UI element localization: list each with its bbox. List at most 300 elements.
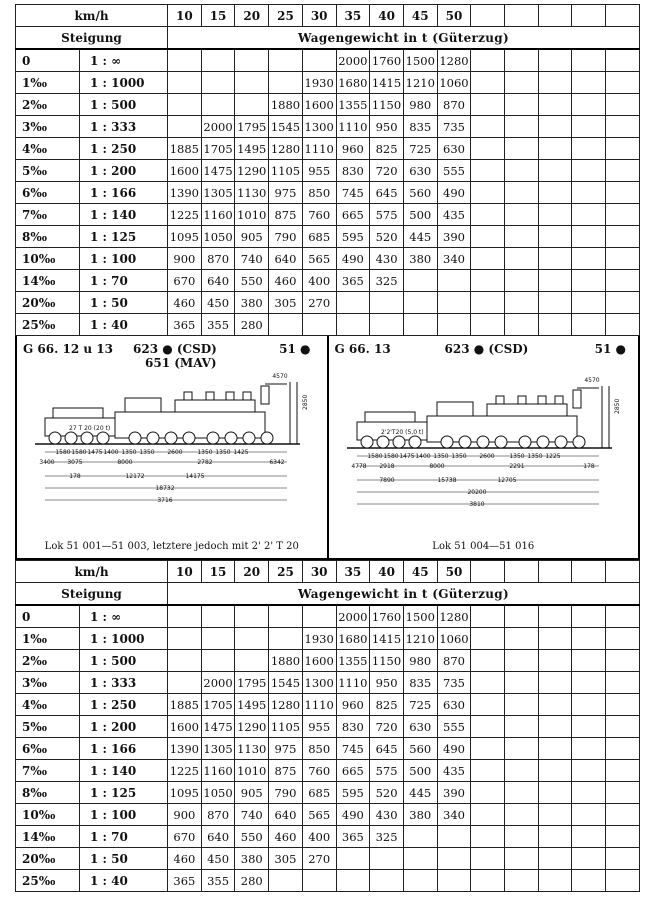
dimension-label: 4570 bbox=[583, 377, 600, 384]
dimension-label: 2600 bbox=[167, 449, 183, 456]
empty-cell bbox=[505, 270, 539, 292]
value-cell: 490 bbox=[336, 248, 370, 270]
dimension-label: 1425 bbox=[233, 449, 249, 456]
empty-cell bbox=[606, 738, 640, 760]
value-cell: 555 bbox=[437, 160, 471, 182]
value-cell: 355 bbox=[201, 870, 235, 892]
table-row bbox=[16, 738, 640, 760]
value-cell: 630 bbox=[403, 716, 437, 738]
empty-cell bbox=[505, 826, 539, 848]
value-cell: 1210 bbox=[403, 72, 437, 94]
empty-cell bbox=[538, 738, 572, 760]
value-cell: 975 bbox=[269, 182, 303, 204]
kmh-label: km/h bbox=[16, 5, 168, 27]
value-cell: 435 bbox=[437, 204, 471, 226]
dimension-label: 8000 bbox=[117, 459, 133, 466]
empty-cell bbox=[572, 94, 606, 116]
value-cell: 565 bbox=[302, 248, 336, 270]
value-cell: 450 bbox=[201, 848, 235, 870]
value-cell: 960 bbox=[336, 138, 370, 160]
empty-cell bbox=[538, 760, 572, 782]
value-cell bbox=[168, 650, 202, 672]
empty-cell bbox=[606, 49, 640, 72]
value-cell: 595 bbox=[336, 782, 370, 804]
value-cell: 740 bbox=[235, 804, 269, 826]
speed-cell: 35 bbox=[336, 561, 370, 583]
table-row bbox=[16, 94, 640, 116]
empty-cell bbox=[471, 226, 505, 248]
value-cell: 1600 bbox=[168, 716, 202, 738]
empty-cell bbox=[606, 5, 640, 27]
empty-cell bbox=[505, 716, 539, 738]
empty-cell bbox=[471, 94, 505, 116]
value-cell: 665 bbox=[336, 204, 370, 226]
dimension-label: 1350 bbox=[215, 449, 231, 456]
value-cell: 960 bbox=[336, 694, 370, 716]
dimension-label: 1580 bbox=[71, 449, 87, 456]
empty-cell bbox=[572, 738, 606, 760]
value-cell: 640 bbox=[269, 804, 303, 826]
value-cell: 305 bbox=[269, 848, 303, 870]
dimension-label: 1350 bbox=[526, 453, 543, 460]
empty-cell bbox=[572, 870, 606, 892]
value-cell: 645 bbox=[370, 182, 404, 204]
value-cell bbox=[201, 605, 235, 628]
ratio-cell: 1 : ∞ bbox=[80, 49, 168, 72]
empty-cell bbox=[471, 5, 505, 27]
locomotive-drawing bbox=[25, 370, 315, 530]
grade-cell: 5‰ bbox=[16, 160, 80, 182]
empty-cell bbox=[572, 760, 606, 782]
value-cell: 1105 bbox=[269, 716, 303, 738]
empty-cell bbox=[606, 94, 640, 116]
lower-table bbox=[15, 560, 640, 892]
steigung-label: Steigung bbox=[16, 583, 168, 606]
value-cell: 270 bbox=[302, 848, 336, 870]
empty-cell bbox=[606, 116, 640, 138]
value-cell: 340 bbox=[437, 804, 471, 826]
value-cell: 825 bbox=[370, 694, 404, 716]
empty-cell bbox=[505, 138, 539, 160]
value-cell: 1150 bbox=[370, 94, 404, 116]
value-cell: 735 bbox=[437, 116, 471, 138]
dimension-label: 8000 bbox=[428, 463, 445, 470]
value-cell: 1160 bbox=[201, 760, 235, 782]
value-cell: 720 bbox=[370, 160, 404, 182]
value-cell: 875 bbox=[269, 760, 303, 782]
value-cell: 1060 bbox=[437, 72, 471, 94]
wheel-mark bbox=[261, 432, 273, 444]
empty-cell bbox=[606, 782, 640, 804]
steigung-header-row bbox=[16, 583, 640, 606]
empty-cell bbox=[505, 848, 539, 870]
empty-cell bbox=[572, 160, 606, 182]
dimension-label: 3810 bbox=[468, 501, 485, 508]
value-cell bbox=[269, 870, 303, 892]
empty-cell bbox=[471, 561, 505, 583]
value-cell: 400 bbox=[302, 270, 336, 292]
dimension-label: 3400 bbox=[39, 459, 55, 466]
empty-cell bbox=[538, 72, 572, 94]
dimension-label: 12172 bbox=[125, 473, 145, 480]
table-row bbox=[16, 116, 640, 138]
ratio-cell: 1 : 125 bbox=[80, 226, 168, 248]
value-cell: 760 bbox=[302, 204, 336, 226]
empty-cell bbox=[471, 760, 505, 782]
value-cell: 870 bbox=[201, 804, 235, 826]
value-cell bbox=[437, 314, 471, 336]
grade-cell: 2‰ bbox=[16, 650, 80, 672]
table-row bbox=[16, 138, 640, 160]
speed-cell: 50 bbox=[437, 561, 471, 583]
empty-cell bbox=[505, 672, 539, 694]
empty-cell bbox=[572, 270, 606, 292]
empty-cell bbox=[606, 226, 640, 248]
value-cell: 340 bbox=[437, 248, 471, 270]
grade-cell: 8‰ bbox=[16, 782, 80, 804]
value-cell bbox=[336, 848, 370, 870]
empty-cell bbox=[572, 72, 606, 94]
value-cell: 1050 bbox=[201, 782, 235, 804]
value-cell: 450 bbox=[201, 292, 235, 314]
locomotive-diagrams bbox=[15, 336, 640, 560]
value-cell: 1305 bbox=[201, 738, 235, 760]
value-cell bbox=[336, 292, 370, 314]
empty-cell bbox=[606, 694, 640, 716]
speed-header-row bbox=[16, 5, 640, 27]
speed-cell: 40 bbox=[370, 561, 404, 583]
value-cell: 955 bbox=[302, 716, 336, 738]
value-cell: 325 bbox=[370, 270, 404, 292]
value-cell bbox=[201, 628, 235, 650]
dimension-label: 1400 bbox=[414, 453, 431, 460]
value-cell: 1705 bbox=[201, 138, 235, 160]
wheel-mark bbox=[165, 432, 177, 444]
table-row bbox=[16, 605, 640, 628]
value-cell bbox=[370, 314, 404, 336]
value-cell: 1795 bbox=[235, 672, 269, 694]
value-cell: 900 bbox=[168, 248, 202, 270]
wheel-mark bbox=[519, 436, 531, 448]
dimension-label: 1475 bbox=[87, 449, 103, 456]
empty-cell bbox=[471, 738, 505, 760]
speed-cell: 30 bbox=[302, 5, 336, 27]
empty-cell bbox=[471, 270, 505, 292]
empty-cell bbox=[538, 49, 572, 72]
value-cell: 850 bbox=[302, 182, 336, 204]
empty-cell bbox=[538, 226, 572, 248]
value-cell: 1300 bbox=[302, 116, 336, 138]
speed-cell: 45 bbox=[403, 561, 437, 583]
value-cell: 905 bbox=[235, 782, 269, 804]
table-row bbox=[16, 716, 640, 738]
value-cell bbox=[370, 870, 404, 892]
wheel-mark bbox=[81, 432, 93, 444]
dimension-label: 1580 bbox=[382, 453, 399, 460]
empty-cell bbox=[572, 314, 606, 336]
value-cell bbox=[403, 826, 437, 848]
dimension-label: 178 bbox=[69, 473, 81, 480]
empty-cell bbox=[471, 314, 505, 336]
value-cell: 575 bbox=[370, 204, 404, 226]
weight-label: Wagengewicht in t (Güterzug) bbox=[168, 27, 640, 50]
empty-cell bbox=[538, 94, 572, 116]
value-cell: 365 bbox=[336, 826, 370, 848]
value-cell: 630 bbox=[403, 160, 437, 182]
ratio-cell: 1 : 40 bbox=[80, 314, 168, 336]
value-cell: 365 bbox=[168, 314, 202, 336]
wheel-mark bbox=[49, 432, 61, 444]
upper-table bbox=[15, 4, 640, 336]
empty-cell bbox=[606, 561, 640, 583]
ratio-cell: 1 : 140 bbox=[80, 760, 168, 782]
empty-cell bbox=[471, 650, 505, 672]
value-cell bbox=[403, 270, 437, 292]
value-cell: 1355 bbox=[336, 650, 370, 672]
empty-cell bbox=[606, 204, 640, 226]
value-cell bbox=[235, 72, 269, 94]
empty-cell bbox=[471, 292, 505, 314]
grade-cell: 0 bbox=[16, 605, 80, 628]
empty-cell bbox=[505, 5, 539, 27]
ratio-cell: 1 : 500 bbox=[80, 94, 168, 116]
grade-cell: 0 bbox=[16, 49, 80, 72]
wheel-mark bbox=[459, 436, 471, 448]
value-cell: 1105 bbox=[269, 160, 303, 182]
value-cell: 1415 bbox=[370, 628, 404, 650]
table-row bbox=[16, 848, 640, 870]
value-cell bbox=[437, 870, 471, 892]
value-cell: 790 bbox=[269, 782, 303, 804]
empty-cell bbox=[505, 782, 539, 804]
wheel-mark bbox=[243, 432, 255, 444]
wheel-mark bbox=[361, 436, 373, 448]
series-label: 51 ● bbox=[594, 342, 626, 356]
value-cell: 1060 bbox=[437, 628, 471, 650]
value-cell bbox=[437, 270, 471, 292]
value-cell: 870 bbox=[437, 650, 471, 672]
empty-cell bbox=[505, 804, 539, 826]
wheel-mark bbox=[97, 432, 109, 444]
value-cell: 550 bbox=[235, 270, 269, 292]
wheel-mark bbox=[537, 436, 549, 448]
speed-cell: 50 bbox=[437, 5, 471, 27]
value-cell: 1280 bbox=[437, 49, 471, 72]
table-row bbox=[16, 826, 640, 848]
ratio-cell: 1 : 333 bbox=[80, 116, 168, 138]
empty-cell bbox=[606, 870, 640, 892]
value-cell: 870 bbox=[437, 94, 471, 116]
steigung-header-row bbox=[16, 27, 640, 50]
ratio-cell: 1 : 250 bbox=[80, 138, 168, 160]
locomotive-drawing bbox=[337, 370, 627, 530]
empty-cell bbox=[505, 738, 539, 760]
grade-cell: 14‰ bbox=[16, 826, 80, 848]
value-cell: 670 bbox=[168, 270, 202, 292]
value-cell: 1475 bbox=[201, 160, 235, 182]
empty-cell bbox=[572, 5, 606, 27]
empty-cell bbox=[505, 870, 539, 892]
dimension-label: 15738 bbox=[436, 477, 457, 484]
value-cell: 720 bbox=[370, 716, 404, 738]
value-cell: 830 bbox=[336, 160, 370, 182]
value-cell: 460 bbox=[168, 848, 202, 870]
empty-cell bbox=[572, 716, 606, 738]
empty-cell bbox=[538, 292, 572, 314]
empty-cell bbox=[471, 628, 505, 650]
grade-cell: 8‰ bbox=[16, 226, 80, 248]
speed-cell: 20 bbox=[235, 561, 269, 583]
dimension-label: 12705 bbox=[496, 477, 517, 484]
value-cell bbox=[235, 628, 269, 650]
empty-cell bbox=[471, 826, 505, 848]
table-row bbox=[16, 270, 640, 292]
value-cell: 565 bbox=[302, 804, 336, 826]
value-cell: 1110 bbox=[336, 672, 370, 694]
empty-cell bbox=[471, 605, 505, 628]
empty-cell bbox=[538, 182, 572, 204]
value-cell: 1885 bbox=[168, 138, 202, 160]
value-cell: 980 bbox=[403, 94, 437, 116]
value-cell: 1010 bbox=[235, 204, 269, 226]
empty-cell bbox=[606, 605, 640, 628]
empty-cell bbox=[471, 672, 505, 694]
wheel-mark bbox=[183, 432, 195, 444]
value-cell: 900 bbox=[168, 804, 202, 826]
value-cell bbox=[168, 49, 202, 72]
value-cell bbox=[437, 848, 471, 870]
value-cell bbox=[235, 94, 269, 116]
empty-cell bbox=[471, 694, 505, 716]
value-cell: 490 bbox=[336, 804, 370, 826]
table-row bbox=[16, 72, 640, 94]
empty-cell bbox=[505, 561, 539, 583]
locomotive-outline bbox=[347, 386, 612, 504]
value-cell: 1050 bbox=[201, 226, 235, 248]
wheel-mark bbox=[495, 436, 507, 448]
value-cell: 790 bbox=[269, 226, 303, 248]
wheel-mark bbox=[147, 432, 159, 444]
empty-cell bbox=[538, 204, 572, 226]
value-cell: 575 bbox=[370, 760, 404, 782]
value-cell bbox=[201, 72, 235, 94]
empty-cell bbox=[538, 672, 572, 694]
value-cell bbox=[269, 314, 303, 336]
value-cell bbox=[302, 314, 336, 336]
table-row bbox=[16, 804, 640, 826]
value-cell bbox=[336, 314, 370, 336]
wheel-mark bbox=[477, 436, 489, 448]
value-cell: 435 bbox=[437, 760, 471, 782]
value-cell bbox=[168, 605, 202, 628]
value-cell: 1495 bbox=[235, 138, 269, 160]
value-cell: 745 bbox=[336, 738, 370, 760]
value-cell: 670 bbox=[168, 826, 202, 848]
dimension-label: 2782 bbox=[197, 459, 213, 466]
dimension-label: 6342 bbox=[269, 459, 285, 466]
value-cell: 1305 bbox=[201, 182, 235, 204]
empty-cell bbox=[572, 628, 606, 650]
value-cell bbox=[302, 49, 336, 72]
table-row bbox=[16, 292, 640, 314]
empty-cell bbox=[606, 628, 640, 650]
value-cell bbox=[269, 605, 303, 628]
value-cell: 1280 bbox=[437, 605, 471, 628]
empty-cell bbox=[505, 760, 539, 782]
empty-cell bbox=[538, 561, 572, 583]
dimension-label: 18732 bbox=[155, 485, 175, 492]
value-cell: 1095 bbox=[168, 226, 202, 248]
value-cell: 835 bbox=[403, 672, 437, 694]
empty-cell bbox=[505, 116, 539, 138]
value-cell: 875 bbox=[269, 204, 303, 226]
ratio-cell: 1 : 500 bbox=[80, 650, 168, 672]
dimension-label: 178 bbox=[582, 463, 595, 470]
dimension-label: 20200 bbox=[466, 489, 487, 496]
empty-cell bbox=[606, 292, 640, 314]
value-cell bbox=[370, 848, 404, 870]
dimension-label: 3716 bbox=[157, 497, 173, 504]
value-cell: 735 bbox=[437, 672, 471, 694]
value-cell: 1930 bbox=[302, 628, 336, 650]
grade-cell: 14‰ bbox=[16, 270, 80, 292]
empty-cell bbox=[538, 804, 572, 826]
empty-cell bbox=[606, 270, 640, 292]
value-cell: 400 bbox=[302, 826, 336, 848]
grade-cell: 25‰ bbox=[16, 314, 80, 336]
value-cell: 365 bbox=[336, 270, 370, 292]
speed-cell: 30 bbox=[302, 561, 336, 583]
wheel-mark bbox=[409, 436, 421, 448]
empty-cell bbox=[471, 804, 505, 826]
value-cell: 665 bbox=[336, 760, 370, 782]
class-label: G 66. 13 bbox=[334, 342, 391, 356]
kmh-label: km/h bbox=[16, 561, 168, 583]
dimension-label: 1580 bbox=[55, 449, 71, 456]
value-cell: 280 bbox=[235, 870, 269, 892]
ratio-cell: 1 : 166 bbox=[80, 738, 168, 760]
value-cell: 1600 bbox=[302, 94, 336, 116]
table-row bbox=[16, 204, 640, 226]
grade-cell: 10‰ bbox=[16, 248, 80, 270]
table-row bbox=[16, 628, 640, 650]
dimension-label: 7890 bbox=[378, 477, 395, 484]
dimension-label: 1225 bbox=[544, 453, 561, 460]
empty-cell bbox=[505, 94, 539, 116]
grade-cell: 6‰ bbox=[16, 738, 80, 760]
dimension-label: 2291 bbox=[508, 463, 525, 470]
value-cell: 1225 bbox=[168, 204, 202, 226]
value-cell: 1010 bbox=[235, 760, 269, 782]
dimension-label: 14175 bbox=[185, 473, 205, 480]
value-cell: 1390 bbox=[168, 738, 202, 760]
empty-cell bbox=[572, 204, 606, 226]
empty-cell bbox=[538, 160, 572, 182]
empty-cell bbox=[471, 204, 505, 226]
grade-cell: 10‰ bbox=[16, 804, 80, 826]
value-cell bbox=[235, 49, 269, 72]
value-cell: 555 bbox=[437, 716, 471, 738]
value-cell bbox=[269, 49, 303, 72]
tender-label: 27 T 20 (20 t) bbox=[69, 425, 111, 432]
value-cell bbox=[168, 94, 202, 116]
grade-cell: 1‰ bbox=[16, 72, 80, 94]
value-cell: 270 bbox=[302, 292, 336, 314]
value-cell bbox=[168, 672, 202, 694]
value-cell bbox=[437, 826, 471, 848]
value-cell: 1880 bbox=[269, 94, 303, 116]
value-cell bbox=[403, 870, 437, 892]
